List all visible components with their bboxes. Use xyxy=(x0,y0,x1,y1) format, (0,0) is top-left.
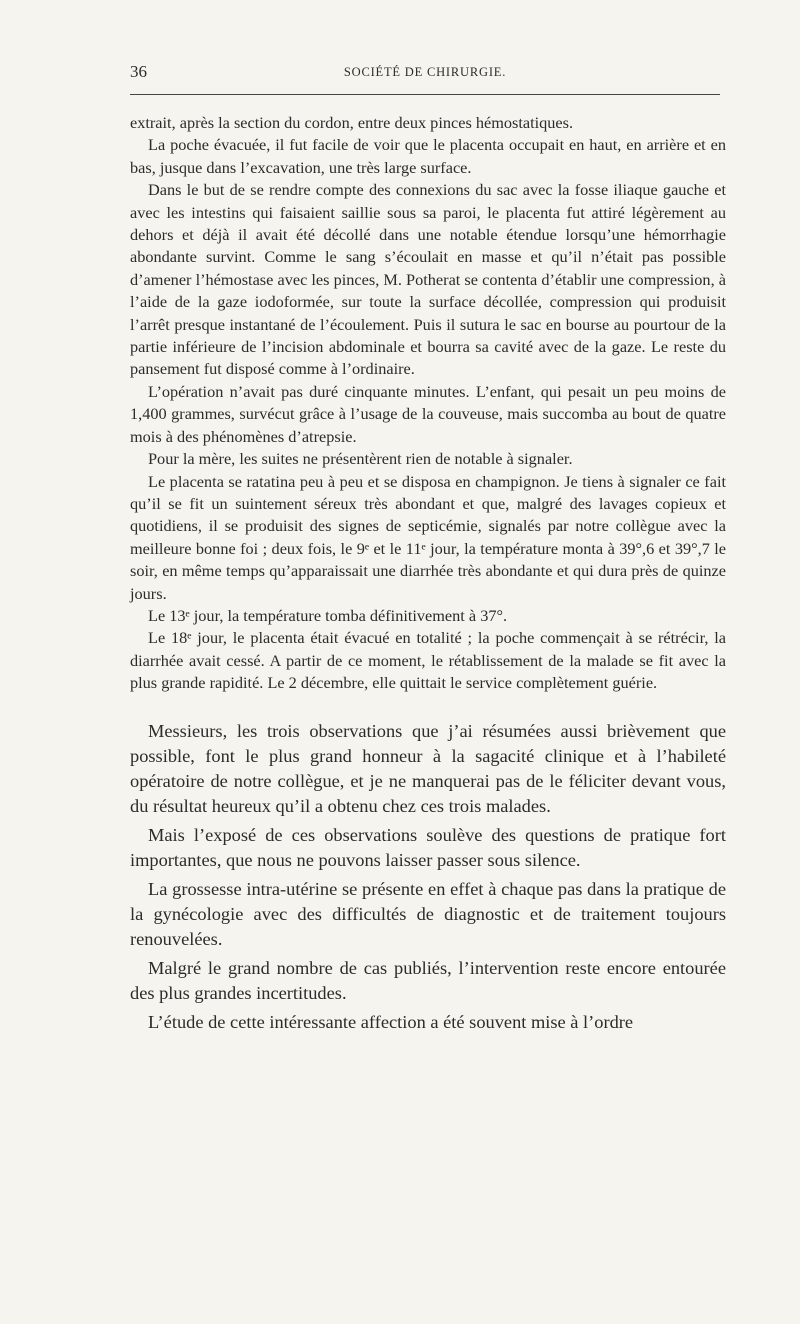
paragraph: extrait, après la section du cordon, entre deux pinces hémostatiques. xyxy=(130,113,574,132)
case-report-section xyxy=(130,112,726,695)
paragraph: Le 13ᵉ jour, la température tomba définitivement à 37°. xyxy=(148,605,508,625)
paragraph: Le 18ᵉ jour, le placenta était évacué en totalité ; la poche commençait à se rétrécir, la diarrhée avait cessé. A partir de ce moment, le rétablissement de la malade se fit avec la plus grande rapidité. Le 2 décembre, elle quittait le service complètement guérie. xyxy=(130,628,726,693)
paragraph: Le placenta se ratatina peu à peu et se disposa en champignon. Je tiens à signaler ce fait qu’il se fit un suintement séreux très abondant et que, malgré des lavages copieux et quotidiens, il se produisit des signes de septicémie, signalés par notre collègue avec la meilleure bonne foi ; deux fois, le 9ᵉ et le 11ᵉ jour, la température monta à 39°,6 et 39°,7 le soir, en même temps qu’apparaissait une diarrhée très abondante et qui dura près de quinze jours. xyxy=(130,471,726,603)
discussion-section xyxy=(130,719,726,1035)
paragraph: Pour la mère, les suites ne présentèrent rien de notable à signaler. xyxy=(148,449,573,469)
page-body xyxy=(130,112,726,1039)
paragraph: La poche évacuée, il fut facile de voir que le placenta occupait en haut, en arrière et en bas, jusque dans l’excavation, une très large surface. xyxy=(130,135,726,177)
paragraph: Messieurs, les trois observations que j’ai résumées aussi brièvement que possible, font le plus grand honneur à la sagacité clinique et à l’habileté opératoire de notre collègue, et je ne manquerai pas de le féliciter devant vous, du résultat heureux qu’il a obtenu chez ces trois malades. xyxy=(130,720,726,816)
paragraph: Malgré le grand nombre de cas publiés, l’intervention reste encore entourée des plus grandes incertitudes. xyxy=(130,957,726,1003)
running-title: SOCIÉTÉ DE CHIRURGIE. xyxy=(343,65,507,79)
paragraph: L’étude de cette intéressante affection a été souvent mise à l’ordre xyxy=(148,1011,634,1032)
paragraph: Mais l’exposé de ces observations soulève des questions de pratique fort importantes, que nous ne pouvons laisser passer sous silence. xyxy=(130,824,726,870)
page-header xyxy=(130,62,720,86)
page-number: 36 xyxy=(130,62,147,81)
paragraph: La grossesse intra-utérine se présente en effet à chaque pas dans la pratique de la gynécologie avec des difficultés de diagnostic et de traitement toujours renouvelées. xyxy=(130,878,726,949)
paragraph: Dans le but de se rendre compte des connexions du sac avec la fosse iliaque gauche et avec les intestins qui faisaient saillie sous sa paroi, le placenta fut attiré légèrement au dehors et déjà il avait été décollé dans une notable étendue lorsqu’une hémorrhagie abondante survint. Comme le sang s’écoulait en masse et qu’il n’était pas possible d’amener l’hémostase avec les pinces, M. Potherat se contenta d’établir une compression, à l’aide de la gaze iodoformée, sur toute la surface décollée, compression qui produisit l’arrêt presque instantané de l’écoulement. Puis il sutura le sac en bourse au pourtour de la partie inférieure de l’incision abdominale et bourra sa cavité avec de la gaze. Le reste du pansement fut disposé comme à l’ordinaire. xyxy=(130,180,726,379)
header-rule xyxy=(130,94,720,95)
paragraph: L’opération n’avait pas duré cinquante minutes. L’enfant, qui pesait un peu moins de 1,400 grammes, survécut grâce à l’usage de la couveuse, mais succomba au bout de quatre mois à des phénomènes d’atrepsie. xyxy=(130,381,726,446)
